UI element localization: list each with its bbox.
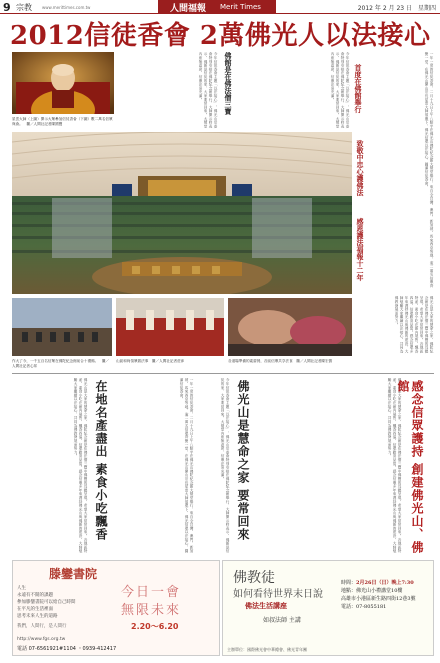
ad-academy-brand: 滕鑾書院 bbox=[49, 567, 98, 581]
ad-academy-site[interactable]: http://www.fgs.org.tw bbox=[17, 637, 66, 642]
ad-line: 在平凡的生活裡面 bbox=[17, 607, 53, 612]
article-column-upper-mid: 今年信徒香會主題「以法接心」，佛光山宗委會特別安排在佛陀紀念館舉行，大師開示時表示，佛館是信徒的家，大家要常回來。大覺堂內座無虛席，信眾法喜充滿。 bbox=[199, 52, 218, 128]
ad-lecture-title-2: 如何看待世界末日說 bbox=[233, 589, 323, 600]
portrait-caption: 星雲大師（上圖）開示大眾參加信徒香會（下圖）數二萬名信眾與會。 攝／人間社記者陳國寶 bbox=[12, 117, 113, 126]
subhead-right-b: 致敬中忠心護佛法 bbox=[356, 140, 365, 196]
site-url: www.merittimes.com.tw bbox=[42, 5, 91, 10]
ad-academy-lines bbox=[17, 585, 109, 620]
ad-lecture-details bbox=[341, 579, 433, 611]
ad-lecture[interactable] bbox=[222, 560, 434, 656]
article-column-lower-1: 佛光山是大家的慧命之家，佛陀紀念館是在佛法僧三寶中佛寶的具體呈現，希望大家常常回來。各地區特產、素食小吃在館內展售，飄香四溢，信眾歡喜品嘗。感念信眾多年來護持佛光山與佛館的建設，大師勉勵大家繼續以法接心，共同為佛教發展而努力。 bbox=[74, 378, 88, 553]
masthead-chinese: 人間福報 bbox=[170, 4, 207, 14]
issue-date: 2012 年 2 月 23 日 星期四 bbox=[357, 5, 436, 12]
auditorium-image bbox=[12, 132, 352, 294]
photo-c bbox=[228, 298, 352, 356]
masthead-english: Merit Times bbox=[220, 3, 261, 11]
ceremony-image bbox=[116, 298, 224, 356]
ad-lecture-place-label: 地點： bbox=[341, 588, 357, 594]
photo-b bbox=[116, 298, 224, 356]
ad-lecture-time-label: 時間： bbox=[341, 580, 357, 586]
ad-lecture-time: 2月26日（日）晚上7:30 bbox=[356, 580, 414, 586]
ad-lecture-title-1: 佛教徒 bbox=[233, 570, 275, 586]
worship-image bbox=[12, 298, 112, 356]
ad-lecture-footer: 主辦單位：國際佛光會中華總會、佛光青年團 bbox=[227, 647, 307, 652]
article-column-right-lower: 佛光山是大家的慧命之家，佛陀紀念館是在佛法僧三寶中佛寶的具體呈現，希望大家常常回來。各地區特產、素食小吃在館內展售，飄香四溢，信眾歡喜品嘗。感念信眾多年來護持佛光山與佛館的建設，大師勉勵大家繼續以法接心，共同為佛教發展而努力。 bbox=[395, 296, 434, 353]
ad-academy-phone: 電話 07-6561921#1104 ・0939-412417 bbox=[17, 646, 117, 652]
food-stalls-image bbox=[228, 298, 352, 356]
ad-lecture-phone: 電話：07-8055181 bbox=[341, 604, 387, 610]
portrait-photo bbox=[12, 52, 114, 114]
ad-academy-dates: 2.20～6.20 bbox=[131, 622, 179, 631]
ad-lecture-speaker: 如叔法師 主講 bbox=[263, 617, 301, 624]
subhead-lower-3: 感念信眾護持 創建佛光山、佛館 bbox=[396, 380, 424, 555]
subhead-lower-2: 在地名產盡出 素食小吃飄香 bbox=[94, 380, 108, 542]
ad-academy-slogan-2: 無限未來 bbox=[121, 603, 182, 618]
ad-lecture-subtitle: 佛法生活講座 bbox=[245, 601, 287, 610]
subhead-right-c: 感恩護法福報十二年 bbox=[356, 218, 365, 281]
ad-lecture-address: 高雄市小港區新生路四街12巷3號 bbox=[341, 596, 416, 602]
main-hall-photo bbox=[12, 132, 352, 294]
ad-lecture-place-row bbox=[341, 587, 433, 595]
ad-line: 參加滕鑾書院可以給自己時間 bbox=[17, 600, 76, 605]
article-column-upper-right-a: 今年信徒香會主題「以法接心」，佛光山宗委會特別安排在佛陀紀念館舉行，大師開示時表示，佛館是信徒的家，大家要常回來。大覺堂內座無虛席，信眾法喜充滿。 bbox=[331, 52, 350, 128]
section-divider bbox=[12, 373, 434, 374]
photo-b-caption: 山區和尚領眾做法事 攝／人間社記者莊沛 bbox=[116, 359, 185, 363]
ad-academy-slogan-1: 今日一會 bbox=[121, 585, 182, 600]
article-column-upper-right: 一年一度的信徒香會，二月十九日上午八點半在佛光山佛陀紀念館大覺堂舉行，來自全台灣、澳門、新加坡、馬來西亞等地，逾二萬名信眾齊聚一堂，在佛光山開山宗長星雲大師領眾下，佛光信眾以法接心，圓滿信徒香會。 bbox=[425, 52, 434, 288]
section-label: 宗教 bbox=[16, 3, 32, 12]
ad-line: 永遠有不開的課題 bbox=[17, 593, 53, 598]
ad-lecture-time-row bbox=[341, 579, 433, 587]
photo-a bbox=[12, 298, 112, 356]
ad-academy[interactable] bbox=[12, 560, 220, 656]
article-column-lower-4: 佛光山是大家的慧命之家，佛陀紀念館是在佛法僧三寶中佛寶的具體呈現，希望大家常常回來。各地區特產、素食小吃在館內展售，飄香四溢，信眾歡喜品嘗。感念信眾多年來護持佛光山與佛館的建設，大師勉勵大家繼續以法接心，共同為佛教發展而努力。 bbox=[388, 378, 402, 553]
ad-line: 人生 bbox=[17, 586, 26, 591]
headline: 2012信徒香會 2萬佛光人以法接心 bbox=[10, 21, 431, 51]
article-column-lower-3: 今年信徒香會主題「以法接心」，佛光山宗委會特別安排在佛陀紀念館舉行，大師開示時表示，佛館是信徒的家，大家要常回來。大覺堂內座無虛席，信眾法喜充滿。 bbox=[221, 378, 230, 553]
subhead-upper: 佛館是在佛法僧三寶 bbox=[224, 52, 233, 115]
ad-lecture-place: 佛光山小禮講堂10樓 bbox=[356, 588, 403, 594]
subhead-right-a: 首度在佛館舉行 bbox=[354, 64, 363, 113]
subhead-lower-1: 佛光山是慧命之家 要常回來 bbox=[236, 380, 250, 542]
monk-portrait-image bbox=[12, 52, 114, 114]
page-number: 9 bbox=[3, 1, 11, 14]
article-column-lower-2: 一年一度的信徒香會，二月十九日上午八點半在佛光山佛陀紀念館大覺堂舉行，來自全台灣、澳門、新加坡、馬來西亞等地，逾二萬名信眾齊聚一堂，在佛光山開山宗長星雲大師領眾下，佛光信眾以法接心，圓滿信徒香會。 bbox=[180, 378, 194, 553]
ad-academy-footer: 我們，人間行，是人間行 bbox=[17, 624, 67, 629]
photo-c-caption: 各道場準備的素齋餐，各區信眾共享法食 攝／人間社記者陳宏儒 bbox=[228, 359, 333, 363]
ad-line: 思考未來人生的道路 bbox=[17, 614, 58, 619]
photo-a-caption: 作大了今，一千五百名信眾在佛陀紀念館前合十禮佛。 攝／人間社記者心邦 bbox=[12, 359, 110, 368]
